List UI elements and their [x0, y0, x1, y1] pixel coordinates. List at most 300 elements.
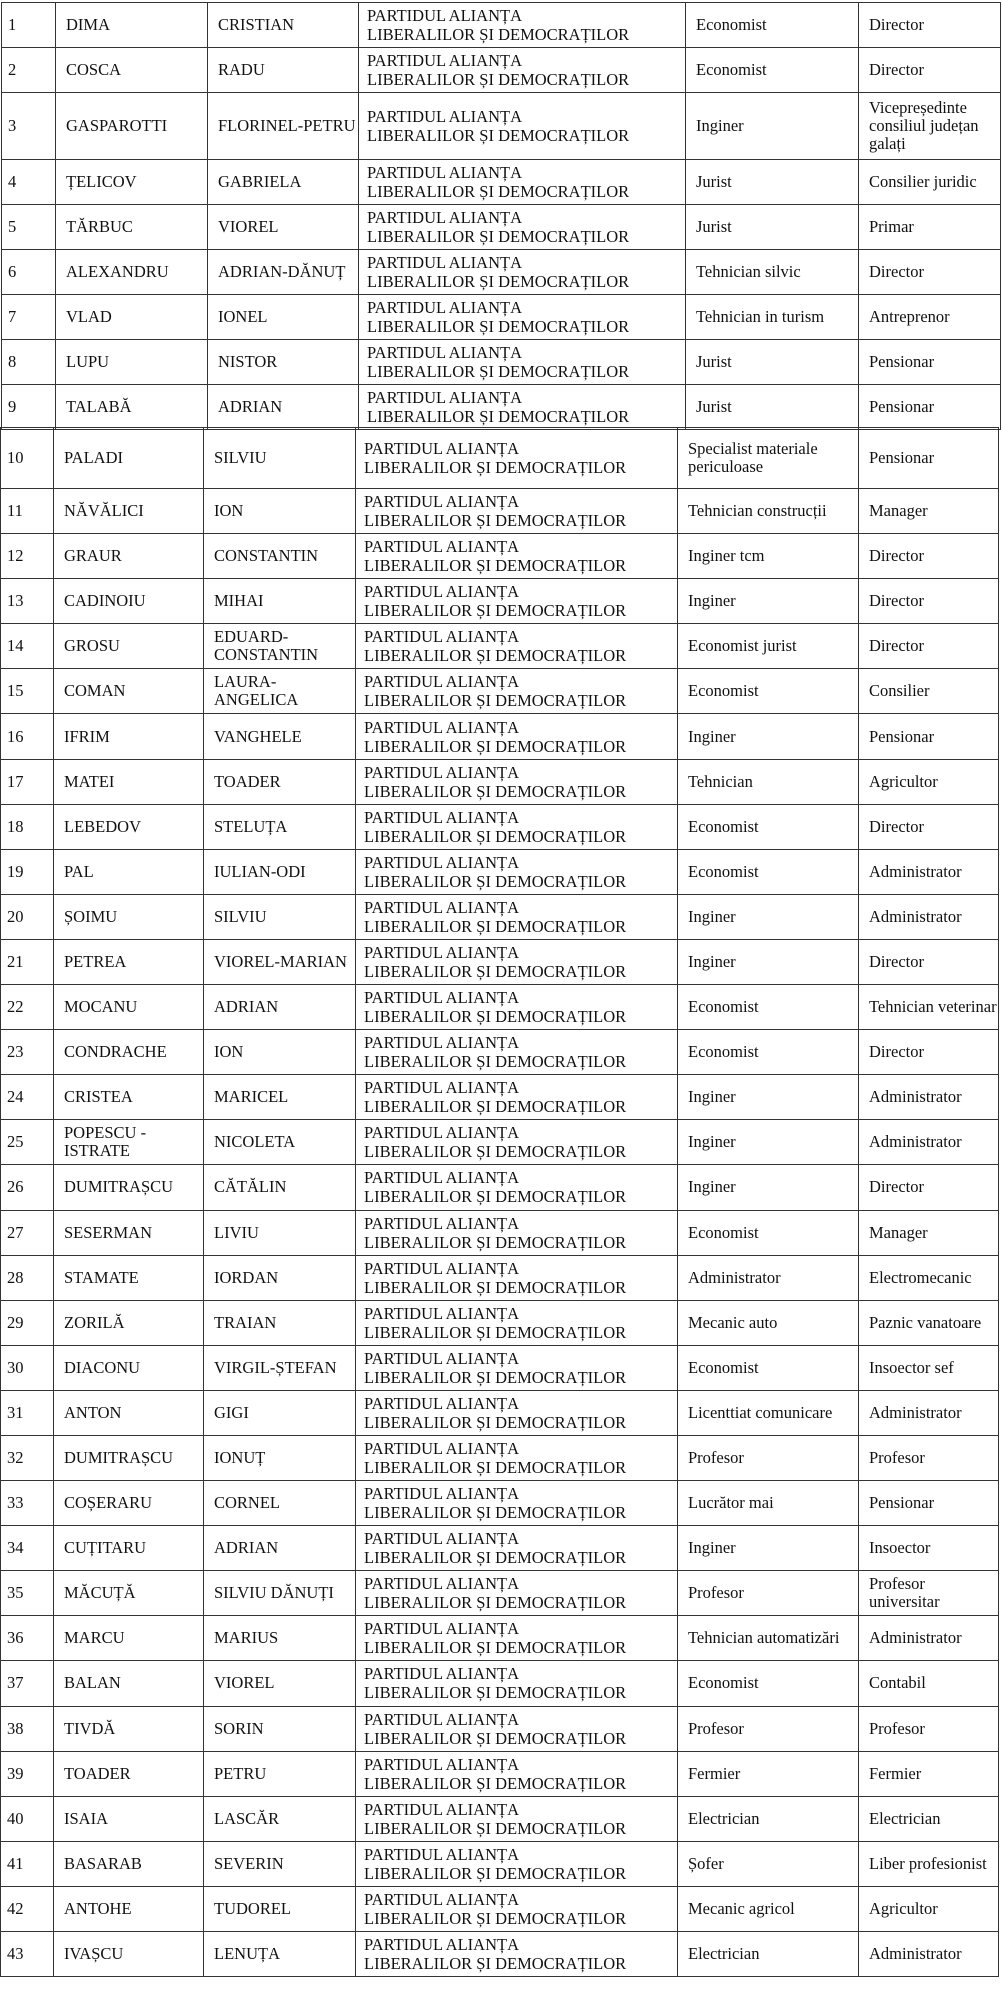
occupation-cell: Insoector sef	[859, 1345, 999, 1390]
party-name-line-1: PARTIDUL ALIANȚA	[367, 163, 522, 182]
party-name-line-2: LIBERALILOR ȘI DEMOCRAȚILOR	[364, 1728, 627, 1748]
first-name-cell: NISTOR	[208, 340, 359, 385]
party-name-cell	[359, 340, 686, 385]
profession-cell: Electrician	[678, 1796, 859, 1841]
party-name-line-1: PARTIDUL ALIANȚA	[367, 343, 522, 362]
last-name-cell: POPESCU - ISTRATE	[54, 1120, 204, 1165]
profession-cell: Economist	[678, 985, 859, 1030]
profession-cell: Economist	[678, 849, 859, 894]
party-name-line-1: PARTIDUL ALIANȚA	[364, 1889, 519, 1909]
row-number-cell: 8	[2, 340, 56, 385]
party-name-line-2: LIBERALILOR ȘI DEMOCRAȚILOR	[364, 1052, 627, 1072]
first-name-cell: CONSTANTIN	[204, 534, 356, 579]
first-name-cell: MARICEL	[204, 1075, 356, 1120]
table-row	[1, 534, 999, 579]
occupation-cell: Primar	[859, 205, 1001, 250]
party-name-cell	[356, 939, 678, 984]
occupation-cell: Director	[859, 534, 999, 579]
party-name-line-1: PARTIDUL ALIANȚA	[364, 807, 519, 827]
last-name-cell: DIMA	[56, 3, 208, 48]
profession-cell: Administrator	[678, 1255, 859, 1300]
party-name-cell	[356, 489, 678, 534]
party-name-line-1: PARTIDUL ALIANȚA	[364, 627, 519, 647]
occupation-cell: Profesor	[859, 1435, 999, 1480]
first-name-cell: LASCĂR	[204, 1796, 356, 1841]
table-row	[2, 3, 1001, 48]
occupation-cell: Pensionar	[859, 428, 999, 489]
party-name-line-2: LIBERALILOR ȘI DEMOCRAȚILOR	[364, 1863, 627, 1883]
party-name-line-1: PARTIDUL ALIANȚA	[364, 762, 519, 782]
party-name-cell	[359, 93, 686, 160]
first-name-cell: IULIAN-ODI	[204, 849, 356, 894]
party-name-line-1: PARTIDUL ALIANȚA	[367, 208, 522, 227]
row-number-cell: 41	[1, 1841, 54, 1886]
first-name-cell: MIHAI	[204, 579, 356, 624]
party-name-line-2: LIBERALILOR ȘI DEMOCRAȚILOR	[364, 556, 627, 576]
party-name-cell	[356, 1075, 678, 1120]
row-number-cell: 35	[1, 1571, 54, 1616]
occupation-cell: Director	[859, 1165, 999, 1210]
last-name-cell: MARCU	[54, 1616, 204, 1661]
last-name-cell: BALAN	[54, 1661, 204, 1706]
row-number-cell: 7	[2, 295, 56, 340]
last-name-cell: GRAUR	[54, 534, 204, 579]
party-name-line-1: PARTIDUL ALIANȚA	[364, 1078, 519, 1098]
first-name-cell: FLORINEL-PETRU	[208, 93, 359, 160]
party-name-cell	[356, 1390, 678, 1435]
first-name-cell: ION	[204, 1030, 356, 1075]
party-name-line-1: PARTIDUL ALIANȚA	[364, 1348, 519, 1368]
occupation-cell: Director	[859, 3, 1001, 48]
profession-cell: Tehnician silvic	[686, 250, 859, 295]
party-name-line-2: LIBERALILOR ȘI DEMOCRAȚILOR	[367, 126, 630, 145]
party-name-cell	[356, 1300, 678, 1345]
party-name-line-2: LIBERALILOR ȘI DEMOCRAȚILOR	[367, 227, 630, 246]
last-name-cell: CONDRACHE	[54, 1030, 204, 1075]
party-name-line-1: PARTIDUL ALIANȚA	[364, 897, 519, 917]
party-name-line-1: PARTIDUL ALIANȚA	[364, 942, 519, 962]
profession-cell: Inginer	[686, 93, 859, 160]
party-name-line-2: LIBERALILOR ȘI DEMOCRAȚILOR	[364, 736, 627, 756]
table-row	[1, 1030, 999, 1075]
last-name-cell: ZORILĂ	[54, 1300, 204, 1345]
party-name-line-2: LIBERALILOR ȘI DEMOCRAȚILOR	[364, 511, 627, 531]
party-name-line-1: PARTIDUL ALIANȚA	[364, 1799, 519, 1819]
occupation-cell: Administrator	[859, 1932, 999, 1977]
profession-cell: Jurist	[686, 160, 859, 205]
table-row	[1, 1390, 999, 1435]
occupation-cell: Manager	[859, 1210, 999, 1255]
profession-cell: Inginer	[678, 714, 859, 759]
last-name-cell: GASPAROTTI	[56, 93, 208, 160]
last-name-cell: PAL	[54, 849, 204, 894]
party-name-line-2: LIBERALILOR ȘI DEMOCRAȚILOR	[364, 458, 627, 477]
profession-cell: Economist	[686, 48, 859, 93]
table-row	[1, 1932, 999, 1977]
row-number-cell: 9	[2, 385, 56, 430]
occupation-cell: Pensionar	[859, 340, 1001, 385]
row-number-cell: 40	[1, 1796, 54, 1841]
party-name-cell	[356, 1616, 678, 1661]
first-name-cell: VIOREL	[208, 205, 359, 250]
party-name-line-2: LIBERALILOR ȘI DEMOCRAȚILOR	[364, 1097, 627, 1117]
party-name-line-1: PARTIDUL ALIANȚA	[367, 6, 522, 25]
table-row	[1, 669, 999, 714]
row-number-cell: 16	[1, 714, 54, 759]
occupation-cell: Director	[859, 939, 999, 984]
profession-cell: Tehnician	[678, 759, 859, 804]
party-name-cell	[356, 624, 678, 669]
table-row	[2, 93, 1001, 160]
row-number-cell: 17	[1, 759, 54, 804]
table-row	[1, 1165, 999, 1210]
row-number-cell: 23	[1, 1030, 54, 1075]
profession-cell: Inginer	[678, 1120, 859, 1165]
last-name-cell: ANTOHE	[54, 1886, 204, 1931]
last-name-cell: ȚELICOV	[56, 160, 208, 205]
table-row	[1, 1345, 999, 1390]
party-name-line-2: LIBERALILOR ȘI DEMOCRAȚILOR	[364, 1232, 627, 1252]
last-name-cell: ALEXANDRU	[56, 250, 208, 295]
occupation-cell: Director	[859, 48, 1001, 93]
profession-cell: Inginer	[678, 579, 859, 624]
last-name-cell: STAMATE	[54, 1255, 204, 1300]
last-name-cell: TĂRBUC	[56, 205, 208, 250]
party-name-line-2: LIBERALILOR ȘI DEMOCRAȚILOR	[364, 1187, 627, 1207]
row-number-cell: 22	[1, 985, 54, 1030]
profession-cell: Lucrător mai	[678, 1481, 859, 1526]
party-name-line-2: LIBERALILOR ȘI DEMOCRAȚILOR	[367, 25, 630, 44]
first-name-cell: RADU	[208, 48, 359, 93]
profession-cell: Economist	[678, 1210, 859, 1255]
party-name-line-2: LIBERALILOR ȘI DEMOCRAȚILOR	[364, 1683, 627, 1703]
party-name-line-2: LIBERALILOR ȘI DEMOCRAȚILOR	[364, 1277, 627, 1297]
party-name-cell	[356, 1751, 678, 1796]
profession-cell: Inginer	[678, 939, 859, 984]
first-name-cell: GABRIELA	[208, 160, 359, 205]
profession-cell: Inginer	[678, 1165, 859, 1210]
occupation-cell: Administrator	[859, 1075, 999, 1120]
party-name-line-1: PARTIDUL ALIANȚA	[364, 717, 519, 737]
row-number-cell: 36	[1, 1616, 54, 1661]
party-name-line-2: LIBERALILOR ȘI DEMOCRAȚILOR	[364, 916, 627, 936]
party-name-cell	[356, 1120, 678, 1165]
party-name-cell	[356, 759, 678, 804]
profession-cell: Fermier	[678, 1751, 859, 1796]
row-number-cell: 25	[1, 1120, 54, 1165]
first-name-cell: ADRIAN	[208, 385, 359, 430]
row-number-cell: 29	[1, 1300, 54, 1345]
party-name-line-1: PARTIDUL ALIANȚA	[364, 672, 519, 692]
occupation-cell: Pensionar	[859, 385, 1001, 430]
row-number-cell: 37	[1, 1661, 54, 1706]
last-name-cell: MATEI	[54, 759, 204, 804]
party-name-line-2: LIBERALILOR ȘI DEMOCRAȚILOR	[364, 1503, 627, 1523]
row-number-cell: 14	[1, 624, 54, 669]
party-name-line-1: PARTIDUL ALIANȚA	[364, 1393, 519, 1413]
last-name-cell: CRISTEA	[54, 1075, 204, 1120]
profession-cell: Jurist	[686, 340, 859, 385]
first-name-cell: SORIN	[204, 1706, 356, 1751]
party-name-line-2: LIBERALILOR ȘI DEMOCRAȚILOR	[364, 646, 627, 666]
occupation-cell: Administrator	[859, 849, 999, 894]
first-name-cell: ADRIAN-DĂNUȚ	[208, 250, 359, 295]
last-name-cell: CADINOIU	[54, 579, 204, 624]
row-number-cell: 34	[1, 1526, 54, 1571]
table-row	[2, 48, 1001, 93]
party-name-cell	[356, 1932, 678, 1977]
profession-cell: Mecanic auto	[678, 1300, 859, 1345]
party-name-cell	[356, 1435, 678, 1480]
table-row	[1, 428, 999, 489]
party-name-line-1: PARTIDUL ALIANȚA	[364, 1529, 519, 1549]
row-number-cell: 12	[1, 534, 54, 579]
profession-cell: Electrician	[678, 1932, 859, 1977]
first-name-cell: ION	[204, 489, 356, 534]
party-name-line-1: PARTIDUL ALIANȚA	[364, 1664, 519, 1684]
occupation-cell: Consilier juridic	[859, 160, 1001, 205]
party-name-line-2: LIBERALILOR ȘI DEMOCRAȚILOR	[364, 826, 627, 846]
profession-cell: Inginer	[678, 1526, 859, 1571]
party-name-line-2: LIBERALILOR ȘI DEMOCRAȚILOR	[367, 317, 630, 336]
party-name-line-2: LIBERALILOR ȘI DEMOCRAȚILOR	[364, 1954, 627, 1974]
row-number-cell: 27	[1, 1210, 54, 1255]
party-name-cell	[356, 534, 678, 579]
first-name-cell: TOADER	[204, 759, 356, 804]
occupation-cell: Administrator	[859, 894, 999, 939]
party-name-cell	[356, 1661, 678, 1706]
last-name-cell: PALADI	[54, 428, 204, 489]
party-name-line-2: LIBERALILOR ȘI DEMOCRAȚILOR	[367, 182, 630, 201]
first-name-cell: CRISTIAN	[208, 3, 359, 48]
party-name-cell	[359, 385, 686, 430]
profession-cell: Tehnician in turism	[686, 295, 859, 340]
row-number-cell: 32	[1, 1435, 54, 1480]
party-name-line-2: LIBERALILOR ȘI DEMOCRAȚILOR	[364, 1458, 627, 1478]
party-name-line-1: PARTIDUL ALIANȚA	[364, 537, 519, 557]
party-name-line-1: PARTIDUL ALIANȚA	[364, 1303, 519, 1323]
row-number-cell: 42	[1, 1886, 54, 1931]
first-name-cell: SILVIU DĂNUȚI	[204, 1571, 356, 1616]
party-name-line-1: PARTIDUL ALIANȚA	[364, 1709, 519, 1729]
party-name-cell	[359, 205, 686, 250]
table-row	[1, 1706, 999, 1751]
party-name-line-2: LIBERALILOR ȘI DEMOCRAȚILOR	[364, 1908, 627, 1928]
party-name-line-1: PARTIDUL ALIANȚA	[364, 852, 519, 872]
last-name-cell: TOADER	[54, 1751, 204, 1796]
party-name-line-1: PARTIDUL ALIANȚA	[364, 1123, 519, 1143]
table-row	[1, 1751, 999, 1796]
last-name-cell: PETREA	[54, 939, 204, 984]
last-name-cell: COMAN	[54, 669, 204, 714]
first-name-cell: IORDAN	[204, 1255, 356, 1300]
party-name-line-1: PARTIDUL ALIANȚA	[364, 988, 519, 1008]
party-name-line-1: PARTIDUL ALIANȚA	[367, 107, 522, 126]
occupation-cell: Electrician	[859, 1796, 999, 1841]
party-name-cell	[356, 579, 678, 624]
table-row	[2, 205, 1001, 250]
last-name-cell: BASARAB	[54, 1841, 204, 1886]
first-name-cell: ADRIAN	[204, 985, 356, 1030]
party-name-line-1: PARTIDUL ALIANȚA	[364, 492, 519, 512]
first-name-cell: VANGHELE	[204, 714, 356, 759]
table-row	[1, 1481, 999, 1526]
row-number-cell: 13	[1, 579, 54, 624]
candidates-table-section-2	[0, 427, 999, 1977]
last-name-cell: CUȚITARU	[54, 1526, 204, 1571]
last-name-cell: LUPU	[56, 340, 208, 385]
party-name-line-2: LIBERALILOR ȘI DEMOCRAȚILOR	[364, 1412, 627, 1432]
party-name-line-2: LIBERALILOR ȘI DEMOCRAȚILOR	[364, 1367, 627, 1387]
row-number-cell: 1	[2, 3, 56, 48]
profession-cell: Economist jurist	[678, 624, 859, 669]
first-name-cell: CĂTĂLIN	[204, 1165, 356, 1210]
party-name-cell	[359, 160, 686, 205]
profession-cell: Profesor	[678, 1706, 859, 1751]
party-name-line-2: LIBERALILOR ȘI DEMOCRAȚILOR	[367, 407, 630, 426]
occupation-cell: Antreprenor	[859, 295, 1001, 340]
table-row	[1, 1300, 999, 1345]
party-name-line-1: PARTIDUL ALIANȚA	[364, 1619, 519, 1639]
first-name-cell: EDUARD-CONSTANTIN	[204, 624, 356, 669]
last-name-cell: IFRIM	[54, 714, 204, 759]
occupation-cell: Administrator	[859, 1120, 999, 1165]
party-name-line-2: LIBERALILOR ȘI DEMOCRAȚILOR	[364, 1593, 627, 1613]
table-row	[1, 1210, 999, 1255]
profession-cell: Economist	[678, 1030, 859, 1075]
occupation-cell: Liber profesionist	[859, 1841, 999, 1886]
party-name-cell	[356, 1165, 678, 1210]
party-name-line-2: LIBERALILOR ȘI DEMOCRAȚILOR	[364, 871, 627, 891]
party-name-line-2: LIBERALILOR ȘI DEMOCRAȚILOR	[364, 961, 627, 981]
candidates-table-section-1	[1, 2, 1001, 430]
profession-cell: Șofer	[678, 1841, 859, 1886]
last-name-cell: NĂVĂLICI	[54, 489, 204, 534]
last-name-cell: ȘOIMU	[54, 894, 204, 939]
party-name-line-1: PARTIDUL ALIANȚA	[364, 1213, 519, 1233]
last-name-cell: VLAD	[56, 295, 208, 340]
party-name-cell	[356, 985, 678, 1030]
table-row	[1, 1120, 999, 1165]
table-row	[1, 1435, 999, 1480]
table-row	[1, 579, 999, 624]
table-row	[1, 714, 999, 759]
party-name-cell	[359, 48, 686, 93]
last-name-cell: DUMITRAȘCU	[54, 1435, 204, 1480]
row-number-cell: 28	[1, 1255, 54, 1300]
last-name-cell: ANTON	[54, 1390, 204, 1435]
table-row	[1, 1255, 999, 1300]
occupation-cell: Administrator	[859, 1616, 999, 1661]
table-row	[1, 489, 999, 534]
row-number-cell: 24	[1, 1075, 54, 1120]
last-name-cell: MĂCUȚĂ	[54, 1571, 204, 1616]
party-name-cell	[356, 714, 678, 759]
profession-cell: Profesor	[678, 1571, 859, 1616]
party-name-cell	[359, 295, 686, 340]
party-name-line-2: LIBERALILOR ȘI DEMOCRAȚILOR	[364, 1773, 627, 1793]
row-number-cell: 43	[1, 1932, 54, 1977]
first-name-cell: PETRU	[204, 1751, 356, 1796]
party-name-line-2: LIBERALILOR ȘI DEMOCRAȚILOR	[364, 1548, 627, 1568]
last-name-cell: GROSU	[54, 624, 204, 669]
occupation-cell: Agricultor	[859, 759, 999, 804]
party-name-cell	[356, 1345, 678, 1390]
party-name-line-1: PARTIDUL ALIANȚA	[364, 1574, 519, 1594]
row-number-cell: 2	[2, 48, 56, 93]
party-name-cell	[356, 1796, 678, 1841]
first-name-cell: CORNEL	[204, 1481, 356, 1526]
occupation-cell: Agricultor	[859, 1886, 999, 1931]
first-name-cell: IONUȚ	[204, 1435, 356, 1480]
row-number-cell: 15	[1, 669, 54, 714]
party-name-line-1: PARTIDUL ALIANȚA	[367, 51, 522, 70]
occupation-cell: Profesor universitar	[859, 1571, 999, 1616]
last-name-cell: COSCA	[56, 48, 208, 93]
table-row	[2, 160, 1001, 205]
occupation-cell: Administrator	[859, 1390, 999, 1435]
profession-cell: Inginer tcm	[678, 534, 859, 579]
first-name-cell: SILVIU	[204, 894, 356, 939]
party-name-line-2: LIBERALILOR ȘI DEMOCRAȚILOR	[364, 1007, 627, 1027]
occupation-cell: Electromecanic	[859, 1255, 999, 1300]
row-number-cell: 31	[1, 1390, 54, 1435]
table-row	[1, 804, 999, 849]
table-row	[1, 1526, 999, 1571]
party-name-cell	[356, 804, 678, 849]
row-number-cell: 5	[2, 205, 56, 250]
last-name-cell: TALABĂ	[56, 385, 208, 430]
table-row	[1, 1571, 999, 1616]
row-number-cell: 33	[1, 1481, 54, 1526]
row-number-cell: 19	[1, 849, 54, 894]
row-number-cell: 39	[1, 1751, 54, 1796]
party-name-cell	[356, 1571, 678, 1616]
occupation-cell: Director	[859, 624, 999, 669]
party-name-line-1: PARTIDUL ALIANȚA	[364, 1844, 519, 1864]
occupation-cell: Director	[859, 1030, 999, 1075]
profession-cell: Tehnician automatizări	[678, 1616, 859, 1661]
first-name-cell: TUDOREL	[204, 1886, 356, 1931]
row-number-cell: 3	[2, 93, 56, 160]
party-name-line-2: LIBERALILOR ȘI DEMOCRAȚILOR	[364, 1638, 627, 1658]
profession-cell: Licenttiat comunicare	[678, 1390, 859, 1435]
row-number-cell: 30	[1, 1345, 54, 1390]
occupation-cell: Fermier	[859, 1751, 999, 1796]
party-name-cell	[356, 1481, 678, 1526]
first-name-cell: LIVIU	[204, 1210, 356, 1255]
party-name-line-2: LIBERALILOR ȘI DEMOCRAȚILOR	[364, 1142, 627, 1162]
party-name-line-2: LIBERALILOR ȘI DEMOCRAȚILOR	[367, 362, 630, 381]
last-name-cell: COȘERARU	[54, 1481, 204, 1526]
occupation-cell: Director	[859, 579, 999, 624]
row-number-cell: 18	[1, 804, 54, 849]
table-row	[1, 624, 999, 669]
last-name-cell: DUMITRAȘCU	[54, 1165, 204, 1210]
table-row	[2, 295, 1001, 340]
first-name-cell: TRAIAN	[204, 1300, 356, 1345]
last-name-cell: LEBEDOV	[54, 804, 204, 849]
row-number-cell: 4	[2, 160, 56, 205]
first-name-cell: VIOREL-MARIAN	[204, 939, 356, 984]
first-name-cell: SILVIU	[204, 428, 356, 489]
first-name-cell: IONEL	[208, 295, 359, 340]
party-name-cell	[356, 1841, 678, 1886]
party-name-cell	[356, 1526, 678, 1571]
last-name-cell: MOCANU	[54, 985, 204, 1030]
last-name-cell: ISAIA	[54, 1796, 204, 1841]
first-name-cell: GIGI	[204, 1390, 356, 1435]
